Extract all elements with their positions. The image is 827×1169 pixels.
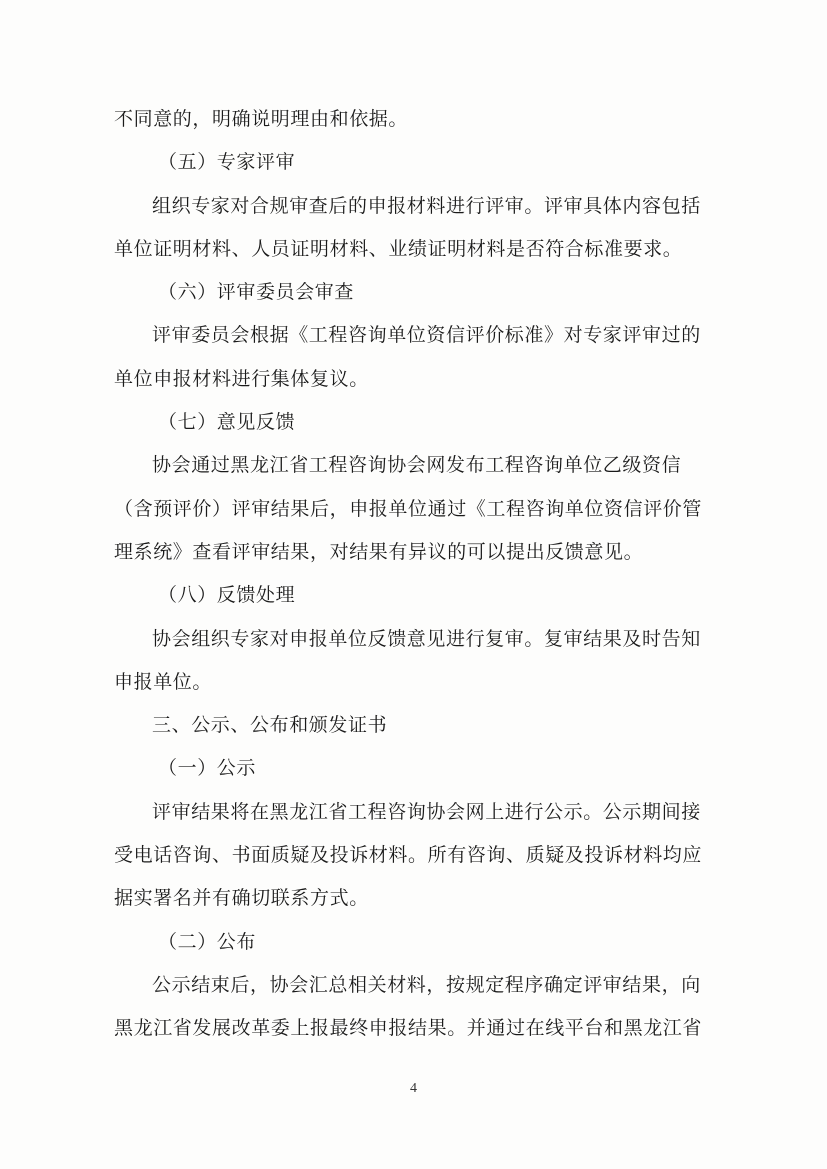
paragraph-line: 评审委员会根据《工程咨询单位资信评价标准》对专家评审过的 xyxy=(152,324,701,347)
paragraph-line: 据实署名并有确切联系方式。 xyxy=(114,887,369,910)
section-heading-6: （六）评审委员会审查 xyxy=(158,281,355,304)
paragraph-line: 公示结束后，协会汇总相关材料，按规定程序确定评审结果，向 xyxy=(152,973,701,996)
paragraph-line: 组织专家对合规审查后的申报材料进行评审。评审具体内容包括 xyxy=(152,194,701,217)
chapter-heading-3: 三、公示、公布和颁发证书 xyxy=(152,714,388,737)
section-heading-7: （七）意见反馈 xyxy=(158,411,296,434)
section-heading-2: （二）公布 xyxy=(158,930,257,953)
paragraph-line: 黑龙江省发展改革委上报最终申报结果。并通过在线平台和黑龙江省 xyxy=(114,1017,703,1040)
page-number: 4 xyxy=(410,1081,417,1096)
paragraph-line: 协会组织专家对申报单位反馈意见进行复审。复审结果及时告知 xyxy=(152,627,701,650)
paragraph-line: 单位证明材料、人员证明材料、业绩证明材料是否符合标准要求。 xyxy=(114,237,683,260)
paragraph-line: （含预评价）评审结果后，申报单位通过《工程咨询单位资信评价管 xyxy=(114,497,703,520)
paragraph-line: 评审结果将在黑龙江省工程咨询协会网上进行公示。公示期间接 xyxy=(152,800,701,823)
section-heading-8: （八）反馈处理 xyxy=(158,584,296,607)
paragraph-line: 理系统》查看评审结果，对结果有异议的可以提出反馈意见。 xyxy=(114,540,644,563)
document-body xyxy=(114,98,703,1051)
section-heading-1: （一）公示 xyxy=(158,757,257,780)
paragraph-line: 受电话咨询、书面质疑及投诉材料。所有咨询、质疑及投诉材料均应 xyxy=(114,844,703,867)
paragraph-line: 单位申报材料进行集体复议。 xyxy=(114,367,369,390)
paragraph-line: 协会通过黑龙江省工程咨询协会网发布工程咨询单位乙级资信 xyxy=(152,454,682,477)
paragraph-line: 申报单位。 xyxy=(114,670,213,693)
paragraph-line: 不同意的，明确说明理由和依据。 xyxy=(114,108,409,130)
section-heading-5: （五）专家评审 xyxy=(158,151,296,174)
